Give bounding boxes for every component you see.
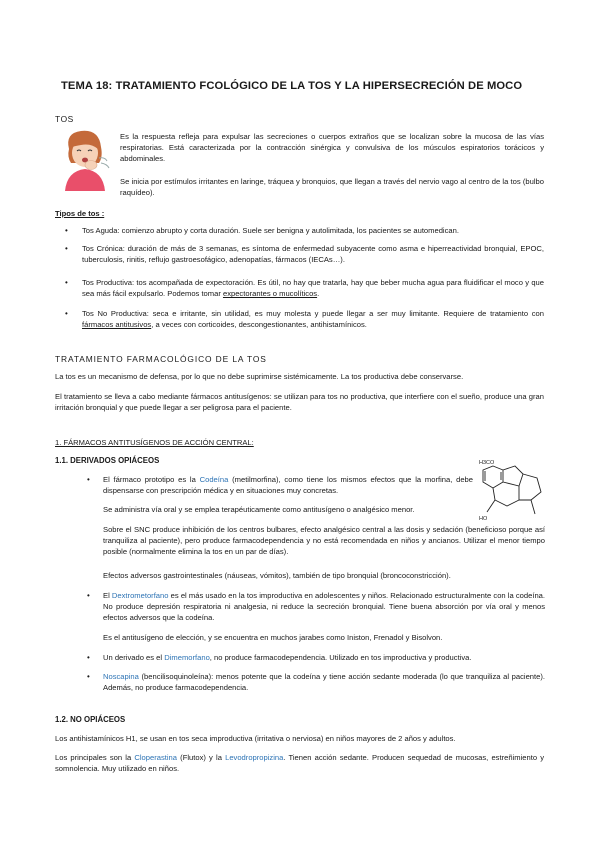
bullet-icon: •: [65, 278, 68, 287]
dextro-text-b: es el más usado en la tos improductiva en adolescentes y niños. Relacionado estructuralmente con la codeína. No produce depresión respiratoria ni analgesia, ni reduce la secreción bronquial. Tiene buena absorción por vía oral y menos efectos adversos que la codeína.: [103, 591, 545, 623]
expectorantes-link[interactable]: expectorantes o mucolíticos: [222, 289, 318, 299]
tos-definition: Es la respuesta refleja para expulsar las secreciones o cuerpos extraños que se localizan sobre la mucosa de las vías respiratorias. Está caracterizada por la contracción sinérgica y convulsiva de los músculos espiratorios torácicos y abdominales.: [120, 132, 544, 164]
tratamiento-p1: La tos es un mecanismo de defensa, por lo que no debe suprimirse sistémicamente. La tos productiva debe conservarse.: [55, 372, 464, 381]
no-opiaceos-text-c: . Tienen acción sedante. Producen sequedad de mucosas, estreñimiento y somnolencia. Muy utilizado en niños.: [55, 753, 545, 774]
bullet-icon: •: [87, 672, 90, 681]
noscapina-paragraph: [103, 671, 545, 693]
bullet-icon: •: [87, 475, 90, 484]
no-opiaceos-text-a: Los principales son la: [55, 753, 135, 762]
coughing-person-illustration: [55, 127, 113, 191]
section-heading-tratamiento: TRATAMIENTO FARMACOLÓGICO DE LA TOS: [55, 354, 267, 364]
dime-text-a: Un derivado es el: [103, 653, 165, 662]
section-heading-tos: TOS: [55, 114, 74, 124]
page-title: TEMA 18: TRATAMIENTO FCOLÓGICO DE LA TOS Y LA HIPERSECRECIÓN DE MOCO: [61, 80, 523, 92]
codeina-name: Codeína: [199, 475, 229, 484]
dimemorfano-paragraph: [103, 652, 545, 663]
codeina-efectos: Efectos adversos gastrointestinales (náuseas, vómitos), también de tipo bronquial (broncoconstricción).: [103, 571, 451, 580]
codeina-paragraph: [103, 474, 473, 496]
molecule-label-top: H3CO: [479, 460, 495, 466]
dextrometorfano-eleccion: Es el antitusígeno de elección, y se encuentra en muchos jarabes como Iniston, Frenadol y Bisolvon.: [103, 633, 443, 642]
dime-text-b: , no produce farmacodependencia. Utilizado en tos improductiva y productiva.: [209, 653, 472, 662]
tos-no-productiva-end: , a veces con corticoides, descongestionantes, antihistamínicos.: [151, 320, 367, 330]
dextrometorfano-name: Dextrometorfano: [111, 591, 169, 600]
codeine-molecule-diagram: [475, 456, 553, 526]
dextrometorfano-paragraph: [103, 590, 545, 624]
codeina-text-a: El fármaco prototipo es la: [103, 475, 200, 484]
levodropropizina-name: Levodropropizina: [225, 753, 284, 762]
codeina-snc: Sobre el SNC produce inhibición de los centros bulbares, efecto analgésico central a las dosis y sedación (beneficioso porque así tranquiliza al paciente), pero produce farmacodependencia y no está recomendada en niños y ancianos. Utilizar el menor tiempo posible (normalmente elimina la tos en un par de días).: [103, 525, 545, 557]
dextro-text-a: El: [103, 591, 112, 600]
bullet-icon: •: [65, 309, 68, 318]
tos-no-productiva-text: Tos No Productiva: seca e irritante, sin utilidad, es muy molesta y puede llegar a ser muy limitante. Requiere de tratamiento con: [82, 309, 544, 318]
noscapina-text: (bencilisoquinoleína): menos potente que la codeína y tiene acción sedante moderada (lo que tranquiliza al paciente). Además, no produce farmacodependencia.: [103, 672, 545, 693]
codeina-text-b: (metilmorfina), como tiene los mismos efectos que la morfina, debe dispensarse con prescripción médica y en situaciones muy concretas.: [103, 475, 474, 496]
molecule-label-bottom: HO: [479, 516, 488, 522]
cloperastina-name: Cloperastina: [134, 753, 177, 762]
tos-productiva: [82, 277, 544, 299]
noscapina-name: Noscapina: [103, 672, 139, 681]
tipos-heading: Tipos de tos :: [55, 209, 105, 218]
section-heading-central: 1. FÁRMACOS ANTITUSÍGENOS DE ACCIÓN CENTRAL:: [55, 438, 254, 447]
tos-no-productiva: [82, 308, 544, 330]
codeina-administracion: Se administra vía oral y se emplea terapéuticamente como antitusígeno o analgésico menor.: [103, 505, 415, 514]
subsection-opiaceos: 1.1. DERIVADOS OPIÁCEOS: [55, 456, 160, 465]
tratamiento-p2: El tratamiento se lleva a cabo mediante fármacos antitusígenos: se utilizan para tos no productiva, que interfiere con el sueño, produce una gran irritación bronquial y que puede llegar a ser peligrosa para el paciente.: [55, 392, 544, 413]
subsection-no-opiaceos: 1.2. NO OPIÁCEOS: [55, 715, 126, 724]
antitusivos-link[interactable]: fármacos antitusivos: [82, 320, 152, 330]
no-opiaceos-p1: Los antihistamínicos H1, se usan en tos seca improductiva (irritativa o nerviosa) en niños mayores de 2 años y adultos.: [55, 734, 456, 743]
tos-origin: Se inicia por estímulos irritantes en laringe, tráquea y bronquios, que llegan a través del nervio vago al centro de la tos (bulbo raquídeo).: [120, 177, 544, 198]
no-opiaceos-text-b: (Flutox) y la: [177, 753, 226, 762]
no-opiaceos-p2: [55, 752, 544, 774]
bullet-icon: •: [87, 653, 90, 662]
dimemorfano-name: Dimemorfano: [164, 653, 210, 662]
tos-productiva-text: Tos Productiva: tos acompañada de expectoración. Es útil, no hay que tratarla, hay que beber mucha agua para fluidificar el moco y que sea más fácil expulsarlo. Podemos tomar: [82, 278, 544, 299]
bullet-icon: •: [65, 226, 68, 235]
tos-aguda: Tos Aguda: comienzo abrupto y corta duración. Suele ser benigna y autolimitada, los pacientes se automedican.: [82, 226, 459, 235]
bullet-icon: •: [87, 591, 90, 600]
tos-productiva-end: .: [317, 289, 320, 299]
bullet-icon: •: [65, 244, 68, 253]
tos-cronica: Tos Crónica: duración de más de 3 semanas, es síntoma de enfermedad subyacente como asma e hiperreactividad bronquial, EPOC, tuberculosis, rinitis, reflujo gastroesofágico, adenopatías, fármacos (IECAs…).: [82, 244, 544, 265]
